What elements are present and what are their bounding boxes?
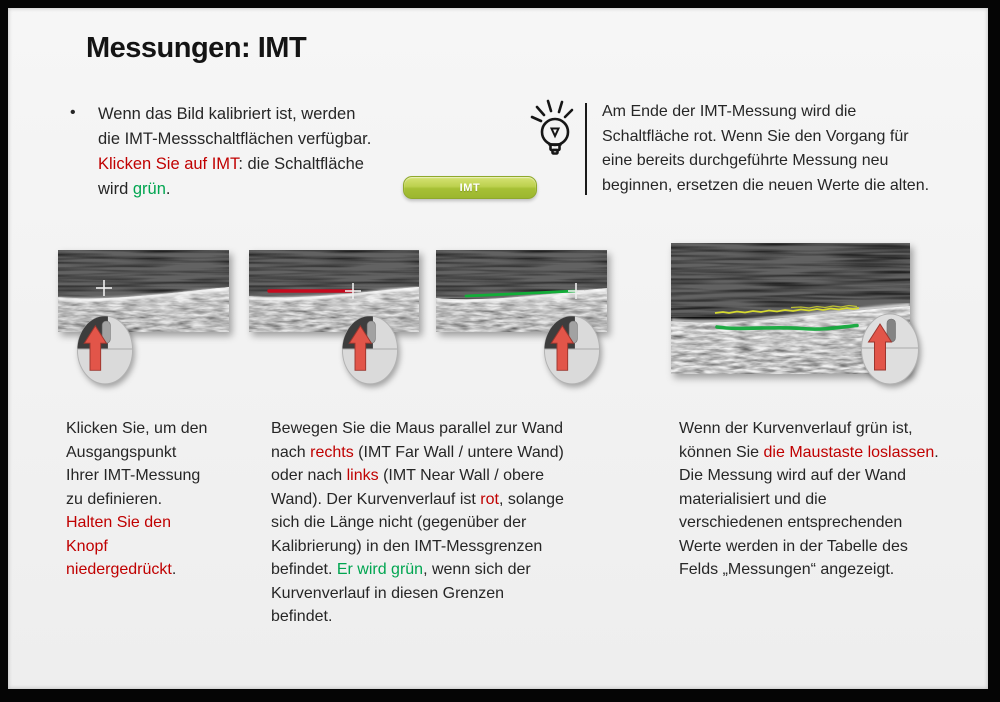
mouse-left-pressed-icon — [76, 314, 134, 386]
step2-text: Bewegen Sie die Maus parallel zur Wand nach rechts (IMT Far Wall / untere Wand) oder nach links (IMT Near Wall / obere Wand). Der Kurvenverlauf ist rot, solange sich die Länge nicht (gegenüber der Kalibrierung) in den IMT-Messgrenzen befindet. Er wird grün, wenn sich der Kurvenverlauf in diesen Grenzen befindet. — [271, 420, 564, 625]
step1-text: Klicken Sie, um den Ausgangspunkt Ihrer IMT-Messung zu definieren. Halten Sie den Knopf niedergedrückt. — [66, 420, 208, 578]
page-title: Messungen: IMT — [86, 32, 307, 64]
slide — [8, 8, 988, 689]
bullet-marker: • — [70, 104, 76, 121]
mouse-released-icon — [860, 313, 920, 385]
imt-button[interactable] — [403, 176, 537, 199]
intro-bullet-text: Wenn das Bild kalibriert ist, werden die IMT-Messschaltflächen verfügbar. Klicken Sie auf IMT: die Schaltfläche wird grün. — [98, 105, 372, 198]
tip-text: Am Ende der IMT-Messung wird die Schaltfläche rot. Wenn Sie den Vorgang für eine bereits durchgeführte Messung neu beginnen, ersetzen die neuen Werte die alten. — [602, 103, 930, 194]
mouse-left-pressed-icon — [543, 314, 601, 386]
mouse-left-pressed-icon — [341, 314, 399, 386]
tip-divider — [585, 103, 587, 195]
imt-button-label: IMT — [459, 181, 481, 194]
step3-text: Wenn der Kurvenverlauf grün ist, können Sie die Maustaste loslassen. Die Messung wird auf der Wand materialisiert und die verschiedenen entsprechenden Werte werden in der Tabelle des Felds „Messungen“ angezeigt. — [679, 420, 939, 578]
lightbulb-icon — [527, 92, 583, 164]
